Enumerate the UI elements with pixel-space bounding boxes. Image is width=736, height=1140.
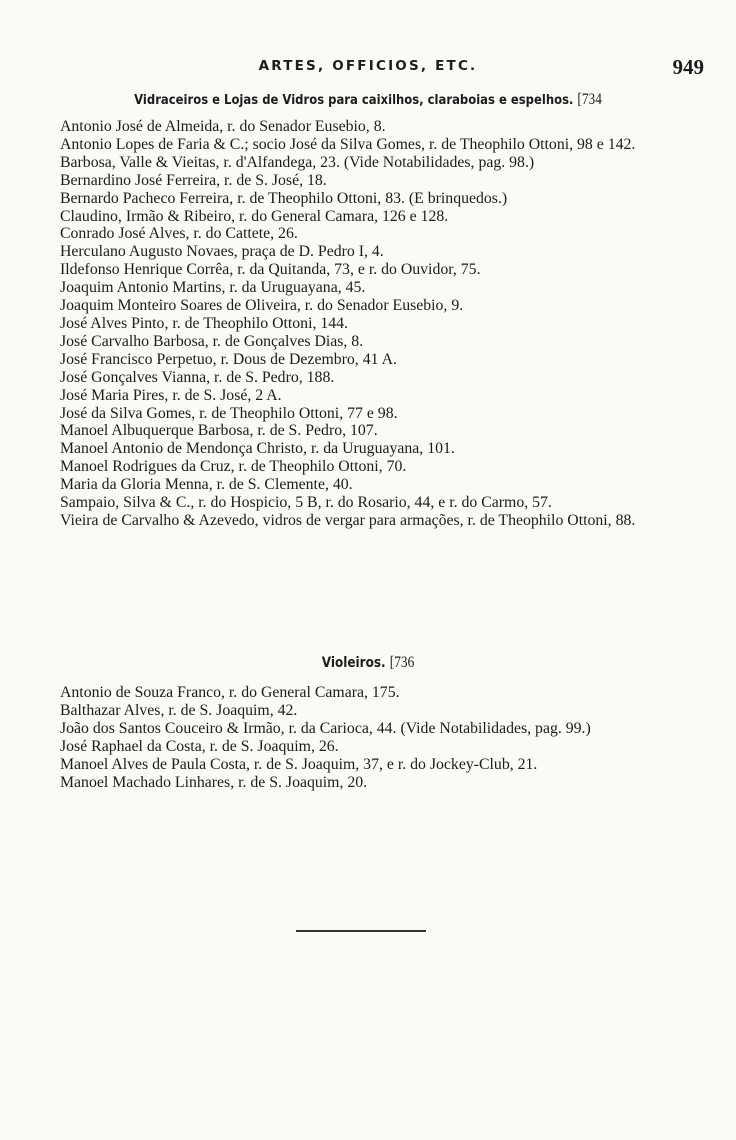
list-entry: José Raphael da Costa, r. de S. Joaquim, 26. [60,737,339,755]
running-head [0,55,736,82]
list-entry: Joaquim Monteiro Soares de Oliveira, r. do Senador Eusebio, 9. [60,297,464,315]
list-entry: Manoel Alves de Paula Costa, r. de S. Joaquim, 37, e r. do Jockey-Club, 21. [60,755,538,773]
list-entry: João dos Santos Couceiro & Irmão, r. da Carioca, 44. (Vide Notabilidades, pag. 99.) [60,719,591,737]
list-entry: Antonio Lopes de Faria & C.; socio José da Silva Gomes, r. de Theophilo Ottoni, 98 e 142. [60,135,636,153]
entry-list-vidraceiros [60,118,702,530]
list-entry: Balthazar Alves, r. de S. Joaquim, 42. [60,701,298,719]
list-entry: Vieira de Carvalho & Azevedo, vidros de vergar para armações, r. de Theophilo Ottoni, 88. [60,511,636,529]
list-entry: Sampaio, Silva & C., r. do Hospicio, 5 B, r. do Rosario, 44, e r. do Carmo, 57. [60,494,552,512]
list-entry: Manoel Antonio de Mendonça Christo, r. da Uruguayana, 101. [60,440,455,458]
list-entry: Claudino, Irmão & Ribeiro, r. do General Camara, 126 e 128. [60,207,449,225]
list-entry: Antonio José de Almeida, r. do Senador Eusebio, 8. [60,118,386,135]
running-title: ARTES, OFFICIOS, ETC. [258,58,478,74]
list-entry: Antonio de Souza Franco, r. do General Camara, 175. [60,684,400,701]
list-entry: Maria da Gloria Menna, r. de S. Clemente, 40. [60,476,353,494]
closing-rule [296,930,426,932]
section-reference: [734 [577,91,602,108]
list-entry: Herculano Augusto Novaes, praça de D. Pedro I, 4. [60,243,384,261]
section-heading-text: Violeiros. [321,655,386,671]
list-entry: José Carvalho Barbosa, r. de Gonçalves Dias, 8. [60,332,364,350]
list-entry: Ildefonso Henrique Corrêa, r. da Quitanda, 73, e r. do Ouvidor, 75. [60,261,481,279]
list-entry: José Alves Pinto, r. de Theophilo Ottoni, 144. [60,314,348,332]
list-entry: José Maria Pires, r. de S. José, 2 A. [60,386,282,404]
entry-list-violeiros [60,684,702,791]
page-number: 949 [672,55,704,79]
section-heading-text: Vidraceiros e Lojas de Vidros para caixilhos, claraboias e espelhos. [134,92,574,108]
section-heading-vidraceiros [52,91,685,109]
list-entry: Conrado José Alves, r. do Cattete, 26. [60,225,298,243]
list-entry: Barbosa, Valle & Vieitas, r. d'Alfandega, 23. (Vide Notabilidades, pag. 98.) [60,153,535,171]
list-entry: Manoel Machado Linhares, r. de S. Joaquim, 20. [60,773,368,791]
list-entry: José Gonçalves Vianna, r. de S. Pedro, 188. [60,368,335,386]
section-heading-violeiros [52,654,685,672]
list-entry: José Francisco Perpetuo, r. Dous de Dezembro, 41 A. [60,350,397,368]
section-reference: [736 [389,654,415,671]
list-entry: José da Silva Gomes, r. de Theophilo Ottoni, 77 e 98. [60,404,398,422]
list-entry: Manoel Rodrigues da Cruz, r. de Theophilo Ottoni, 70. [60,458,407,476]
list-entry: Bernardo Pacheco Ferreira, r. de Theophilo Ottoni, 83. (E brinquedos.) [60,189,508,207]
list-entry: Bernardino José Ferreira, r. de S. José, 18. [60,171,327,189]
list-entry: Joaquim Antonio Martins, r. da Uruguayana, 45. [60,279,366,297]
list-entry: Manoel Albuquerque Barbosa, r. de S. Pedro, 107. [60,422,378,440]
